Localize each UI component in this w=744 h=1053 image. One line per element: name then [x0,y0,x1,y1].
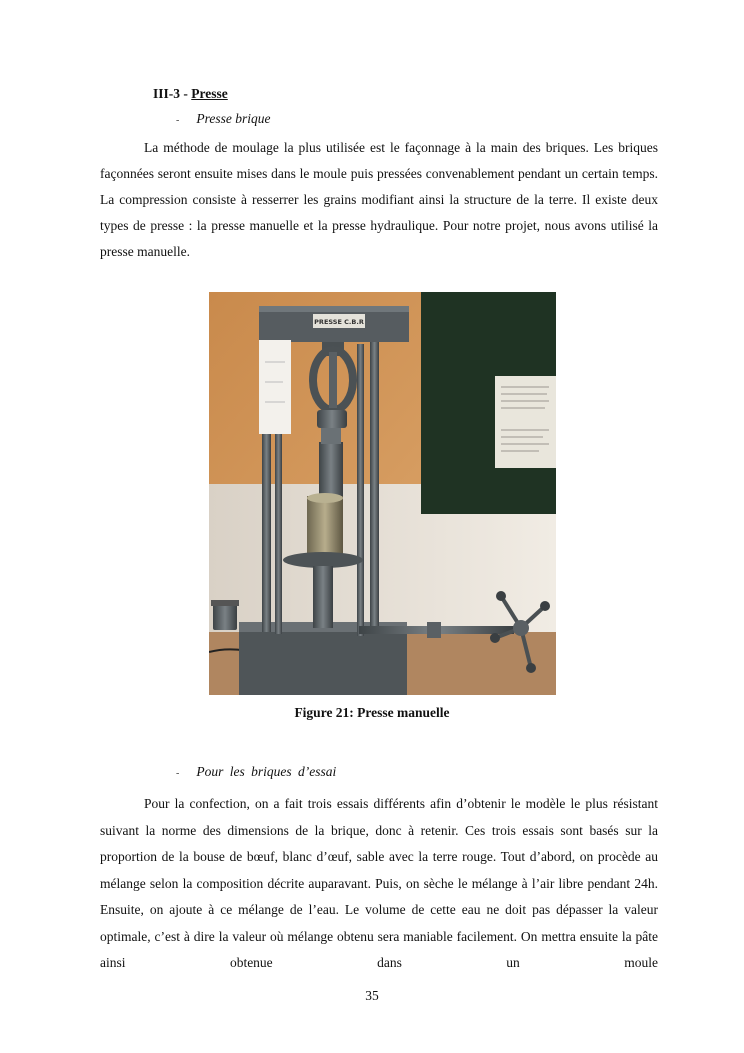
paragraph-presse: La méthode de moulage la plus utilisée est le façonnage à la main des briques. Les briques façonnées seront ensuite mises dans le moule puis pressées convenablement pendant un certain temps. La compression consiste à resserrer les grains modifiant ainsi la structure de la terre. Il existe deux types de presse : la presse manuelle et la presse hydraulique. Pour notre projet, nous avons utilisé la presse manuelle. [100,140,658,259]
subsection-presse-brique [176,111,270,127]
section-title: Presse [191,86,228,101]
press-piston [319,442,343,500]
press-photo [209,292,556,695]
press-lower-plate [283,552,363,568]
bullet-dash: - [176,115,180,126]
press-label: PRESSE C.B.R [314,318,364,326]
subsection-title: Pour les briques d’essai [196,764,337,779]
press-column-right [370,340,379,634]
bullet-dash: - [176,768,180,779]
figure-caption: Figure 21: Presse manuelle [294,705,450,720]
page-number: 35 [365,988,379,1003]
paper-tag [259,340,291,434]
subsection-title: Presse brique [196,111,271,126]
section-heading [153,86,228,102]
press-base [239,627,407,695]
section-number: III-3 - [153,86,192,101]
oil-cup [213,602,237,630]
brick-mold [307,496,343,554]
subsection-briques-essai [176,764,336,780]
paragraph-confection: Pour la confection, on a fait trois essais différents afin d’obtenir le modèle le plus résistant suivant la norme des dimensions de la brique, donc à retenir. Ces trois essais sont basés sur la proportion de la bouse de bœuf, blanc d’œuf, sable avec la terre rouge. Tout d’abord, on procède au mélange selon la composition décrite auparavant. Puis, on sèche le mélange à l’air libre pendant 24h. Ensuite, on ajoute à ce mélange de l’eau. Le volume de cette eau ne doit pas dépasser la valeur optimale, c’est à dire la valeur où mélange obtenu sera maniable facilement. On mettra ensuite la pâte ainsi obtenue dans un moule [100,796,658,970]
board-notice-paper [495,376,556,468]
